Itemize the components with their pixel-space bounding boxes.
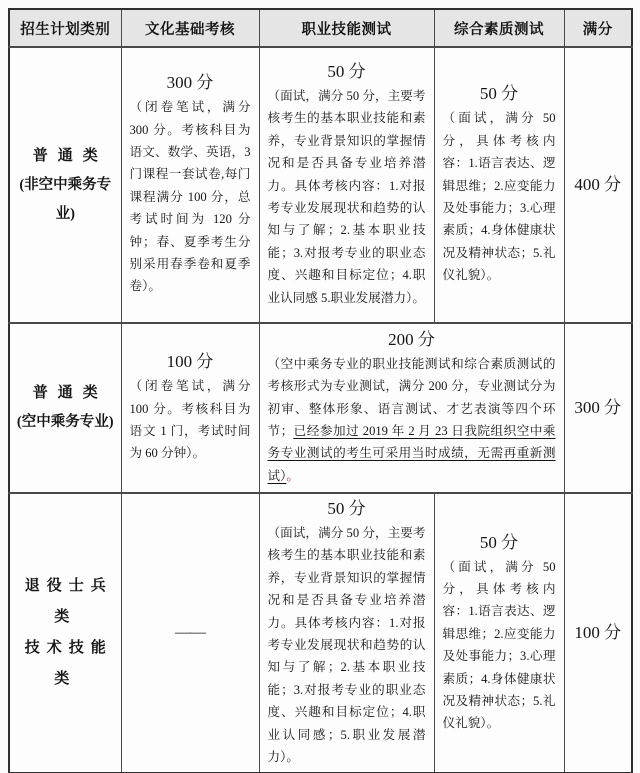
header-total-score: 满分: [564, 9, 632, 47]
category-cell-general-flight: [9, 323, 121, 493]
table-header-row: [9, 9, 632, 47]
skill-test-cell: [259, 47, 434, 323]
category-cell-general-nonflight: [9, 47, 121, 323]
table-row-general-nonflight: [9, 47, 632, 323]
dash-placeholder: ——: [175, 624, 205, 642]
category-subtitle: (空中乘务专业): [16, 414, 114, 430]
quality-test-cell: [434, 493, 564, 773]
skill-test-cell: [259, 493, 434, 773]
culture-exam-empty-cell: [121, 493, 259, 773]
culture-desc: （闭卷笔试，满分 100 分。考核科目为语文 1 门，考试时间为 60 分钟）。: [129, 379, 251, 461]
header-skill-test: 职业技能测试: [259, 9, 434, 47]
merged-desc: [268, 353, 556, 487]
total-score-cell: 300 分: [564, 323, 632, 493]
merged-desc-underlined-note: 已经参加过 2019 年 2 月 23 日我院组织空中乘务专业测试的考生可采用当时成绩，无需再重新测试）: [267, 424, 556, 483]
category-cell-veteran-technical: [9, 493, 121, 773]
header-quality-test: 综合素质测试: [434, 9, 564, 47]
category-name: 普通类: [32, 147, 108, 164]
merged-desc-red-period: 。: [286, 468, 299, 483]
skill-desc: （面试，满分 50 分，主要考核考生的基本职业技能和素养，专业背景知识的掌握情况和是否具备专业培养潜力。具体考核内容：1.对报考专业发展现状和趋势的认知与了解；2.基本职业技能；3.对报考专业的职业态度、兴趣和目标定位；4.职业认同感 5.职业发展潜力）。: [267, 88, 426, 305]
quality-desc: （面试，满分 50 分，具体考核内容：1.语言表达、逻辑思维；2.应变能力及处事能力；3.心理素质；4.身体健康状况及精神状态；5.礼仪礼貌）。: [442, 559, 556, 731]
header-category: 招生计划类别: [9, 9, 121, 47]
quality-test-cell: [434, 47, 564, 323]
category-name: 普通类: [32, 385, 108, 401]
quality-score: 50 分: [479, 532, 519, 552]
table-row-veteran-technical: [9, 493, 632, 773]
total-score-cell: 400 分: [564, 47, 632, 323]
culture-exam-cell: [121, 323, 259, 493]
quality-desc: （面试，满分 50 分，具体考核内容：1.语言表达、逻辑思维；2.应变能力及处事能力；3.心理素质；4.身体健康状况及精神状态；5.礼仪礼貌）。: [442, 111, 556, 283]
category-name-line2: 技术技能类: [24, 640, 113, 688]
total-score-cell: 100 分: [564, 493, 632, 773]
merged-skill-quality-cell: [259, 323, 564, 493]
culture-exam-cell: [121, 47, 259, 323]
merged-desc-text: （空中乘务专业的职业技能测试和综合素质测试的考核形式为专业测试，满分 200 分，专业测试分为初审、整体形象、语言测试、才艺表演等四个环节；: [267, 356, 556, 438]
culture-score: 100 分: [166, 352, 214, 372]
table-row-general-flight: [9, 323, 632, 493]
admission-exam-score-table: [8, 8, 633, 773]
category-subtitle: (非空中乘务专业): [19, 176, 112, 222]
culture-score: 300 分: [166, 73, 214, 93]
quality-score: 50 分: [479, 84, 519, 104]
header-culture-exam: 文化基础考核: [121, 9, 259, 47]
skill-desc: （面试，满分 50 分，主要考核考生的基本职业技能和素养，专业背景知识的掌握情况和是否具备专业培养潜力。具体考核内容：1.对报考专业发展现状和趋势的认知与了解；2.基本职业技能；3.对报考专业的职业态度、兴趣和目标定位；4.职业认同感；5.职业发展潜力）。: [267, 526, 426, 765]
category-name-line1: 退役士兵类: [24, 578, 113, 626]
skill-score: 50 分: [327, 61, 366, 81]
skill-score: 50 分: [327, 499, 366, 518]
culture-desc: （闭卷笔试，满分 300 分。考核科目为语文、数学、英语，3 门课程一套试卷,每门课程满分 100 分，总考试时间为 120 分钟；春、夏季考生分别采用春季卷和夏季卷）。: [129, 100, 251, 294]
merged-score: 200 分: [388, 329, 435, 349]
